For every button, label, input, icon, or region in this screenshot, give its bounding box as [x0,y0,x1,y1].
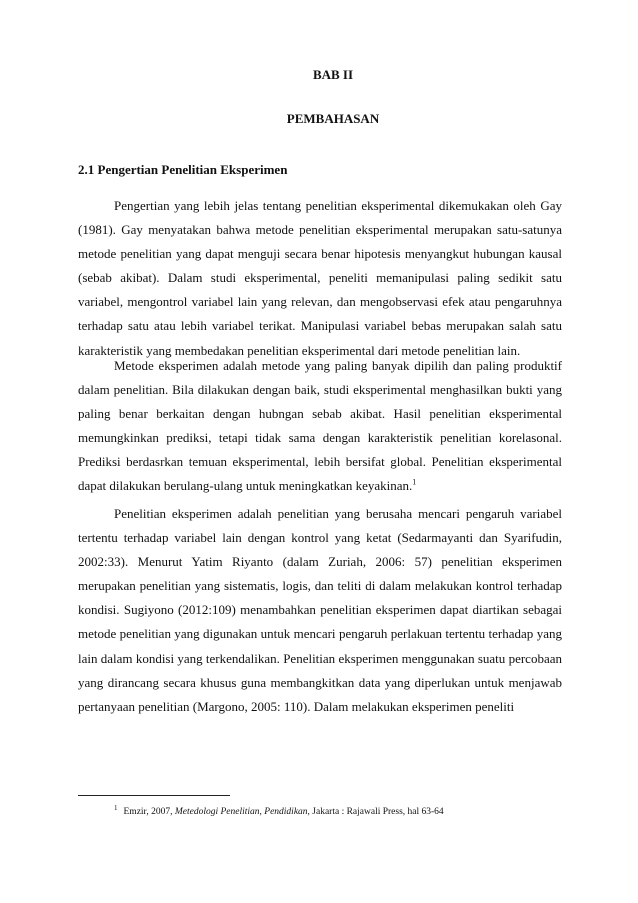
footnote-book-title: Metedologi Penelitian, Pendidikan, [174,807,310,818]
section-heading: 2.1 Pengertian Penelitian Eksperimen [78,162,288,177]
footnote-text-after: Jakarta : Rajawali Press, hal 63-64 [309,807,444,818]
footnote-number: 1 [114,804,118,812]
paragraph-3: Penelitian eksperimen adalah penelitian yang berusaha mencari pengaruh variabel tertentu terhadap variabel lain dengan kontrol yang ketat (Sedarmayanti dan Syarifudin, 2002:33). Menurut Yatim Riyanto (dalam Zuriah, 2006: 57) penelitian eksperimen merupakan penelitian yang sistematis, logis, dan teliti di dalam melakukan kontrol terhadap kondisi. Sugiyono (2012:109) menambahkan penelitian eksperimen dapat diartikan sebagai metode penelitian yang digunakan untuk mencari pengaruh perlakuan tertentu terhadap yang lain dalam kondisi yang terkendalikan. Penelitian eksperimen menggunakan suatu percobaan yang dirancang secara khusus guna membangkitkan data yang diperlukan untuk menjawab pertanyaan penelitian (Margono, 2005: 110). Dalam melakukan eksperimen peneliti [78,506,562,714]
footnote [114,804,444,817]
footnote-reference[interactable]: 1 [412,478,417,488]
paragraph-2 [78,354,562,499]
footnote-divider [78,795,230,796]
chapter-subtitle: PEMBAHASAN [286,111,380,126]
paragraph-2-text: Metode eksperimen adalah metode yang paling banyak dipilih dan paling produktif dalam penelitian. Bila dilakukan dengan baik, studi eksperimental menghasilkan bukti yang paling benar berkaitan dengan hubngan sebab akibat. Hasil penelitian eksperimental memungkinkan prediksi, tetapi tidak sama dengan karakteristik penelitian korelasonal. Prediksi berdasrkan temuan eksperimental, lebih bersifat global. Penelitian eksperimental dapat dilakukan berulang-ulang untuk meningkatkan keyakinan. [78,358,562,494]
paragraph-1: Pengertian yang lebih jelas tentang penelitian eksperimental dikemukakan oleh Gay (1981). Gay menyatakan bahwa metode penelitian eksperimental merupakan satu-satunya metode penelitian yang dapat menguji secara benar hipotesis menyangkut hubungan kausal (sebab akibat). Dalam studi eksperimental, peneliti memanipulasi paling sedikit satu variabel, mengontrol variabel lain yang relevan, dan mengobservasi efek atau pengaruhnya terhadap satu atau lebih variabel terikat. Manipulasi variabel bebas merupakan salah satu karakteristik yang membedakan penelitian eksperimental dari metode penelitian lain. [78,198,562,358]
chapter-title: BAB II [312,67,354,82]
footnote-text-before: Emzir, 2007, [123,807,175,818]
